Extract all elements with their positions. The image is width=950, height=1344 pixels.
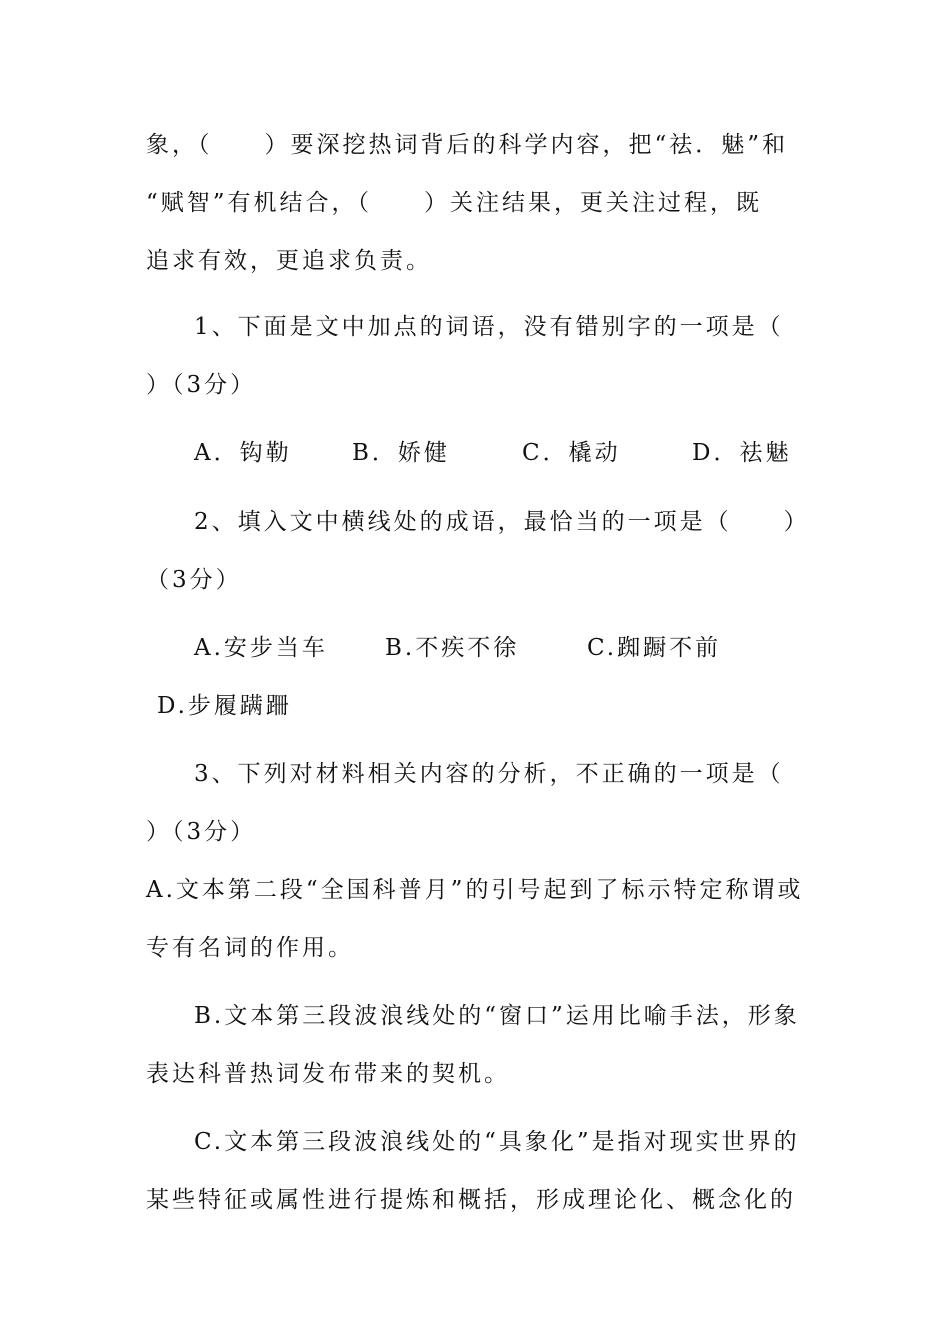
q1-option-c: C．橇动 xyxy=(522,440,621,466)
q2-option-a: A.安步当车 xyxy=(194,635,328,661)
q1-stem-line-2: ）（3分） xyxy=(146,372,257,398)
q2-option-d: D.步履蹒跚 xyxy=(157,693,292,719)
q3-stem-line-1: 3、下列对材料相关内容的分析，不正确的一项是（ xyxy=(194,761,784,787)
q2-stem-line-2: （3分） xyxy=(146,567,242,593)
q3-option-a-line-2: 专有名词的作用。 xyxy=(146,935,354,961)
q1-stem-line-1: 1、下面是文中加点的词语，没有错别字的一项是（ xyxy=(194,314,784,340)
q1-option-d: D．祛魅 xyxy=(692,440,792,466)
passage-line-1: 象，（ ）要深挖热词背后的科学内容，把“祛．魅”和 xyxy=(146,132,789,158)
q3-stem-line-2: ）（3分） xyxy=(146,819,257,845)
q2-option-c: C.踟蹰不前 xyxy=(587,635,722,661)
q3-option-a-line-1: A.文本第二段“全国科普月”的引号起到了标示特定称谓或 xyxy=(146,877,804,903)
q3-option-c-line-2: 某些特征或属性进行提炼和概括，形成理论化、概念化的 xyxy=(146,1187,796,1213)
q1-option-b: B．娇健 xyxy=(352,440,450,466)
q2-option-b: B.不疾不徐 xyxy=(385,635,520,661)
q1-option-a: A．钩勒 xyxy=(194,440,292,466)
q2-stem-line-1: 2、填入文中横线处的成语，最恰当的一项是（ ） xyxy=(194,509,810,535)
passage-line-2: “赋智”有机结合，（ ）关注结果，更关注过程，既 xyxy=(146,190,763,216)
passage-line-3: 追求有效，更追求负责。 xyxy=(146,248,432,274)
q3-option-c-line-1: C.文本第三段波浪线处的“具象化”是指对现实世界的 xyxy=(194,1129,800,1155)
q3-option-b-line-2: 表达科普热词发布带来的契机。 xyxy=(146,1061,510,1087)
q3-option-b-line-1: B.文本第三段波浪线处的“窗口”运用比喻手法，形象 xyxy=(194,1003,800,1029)
